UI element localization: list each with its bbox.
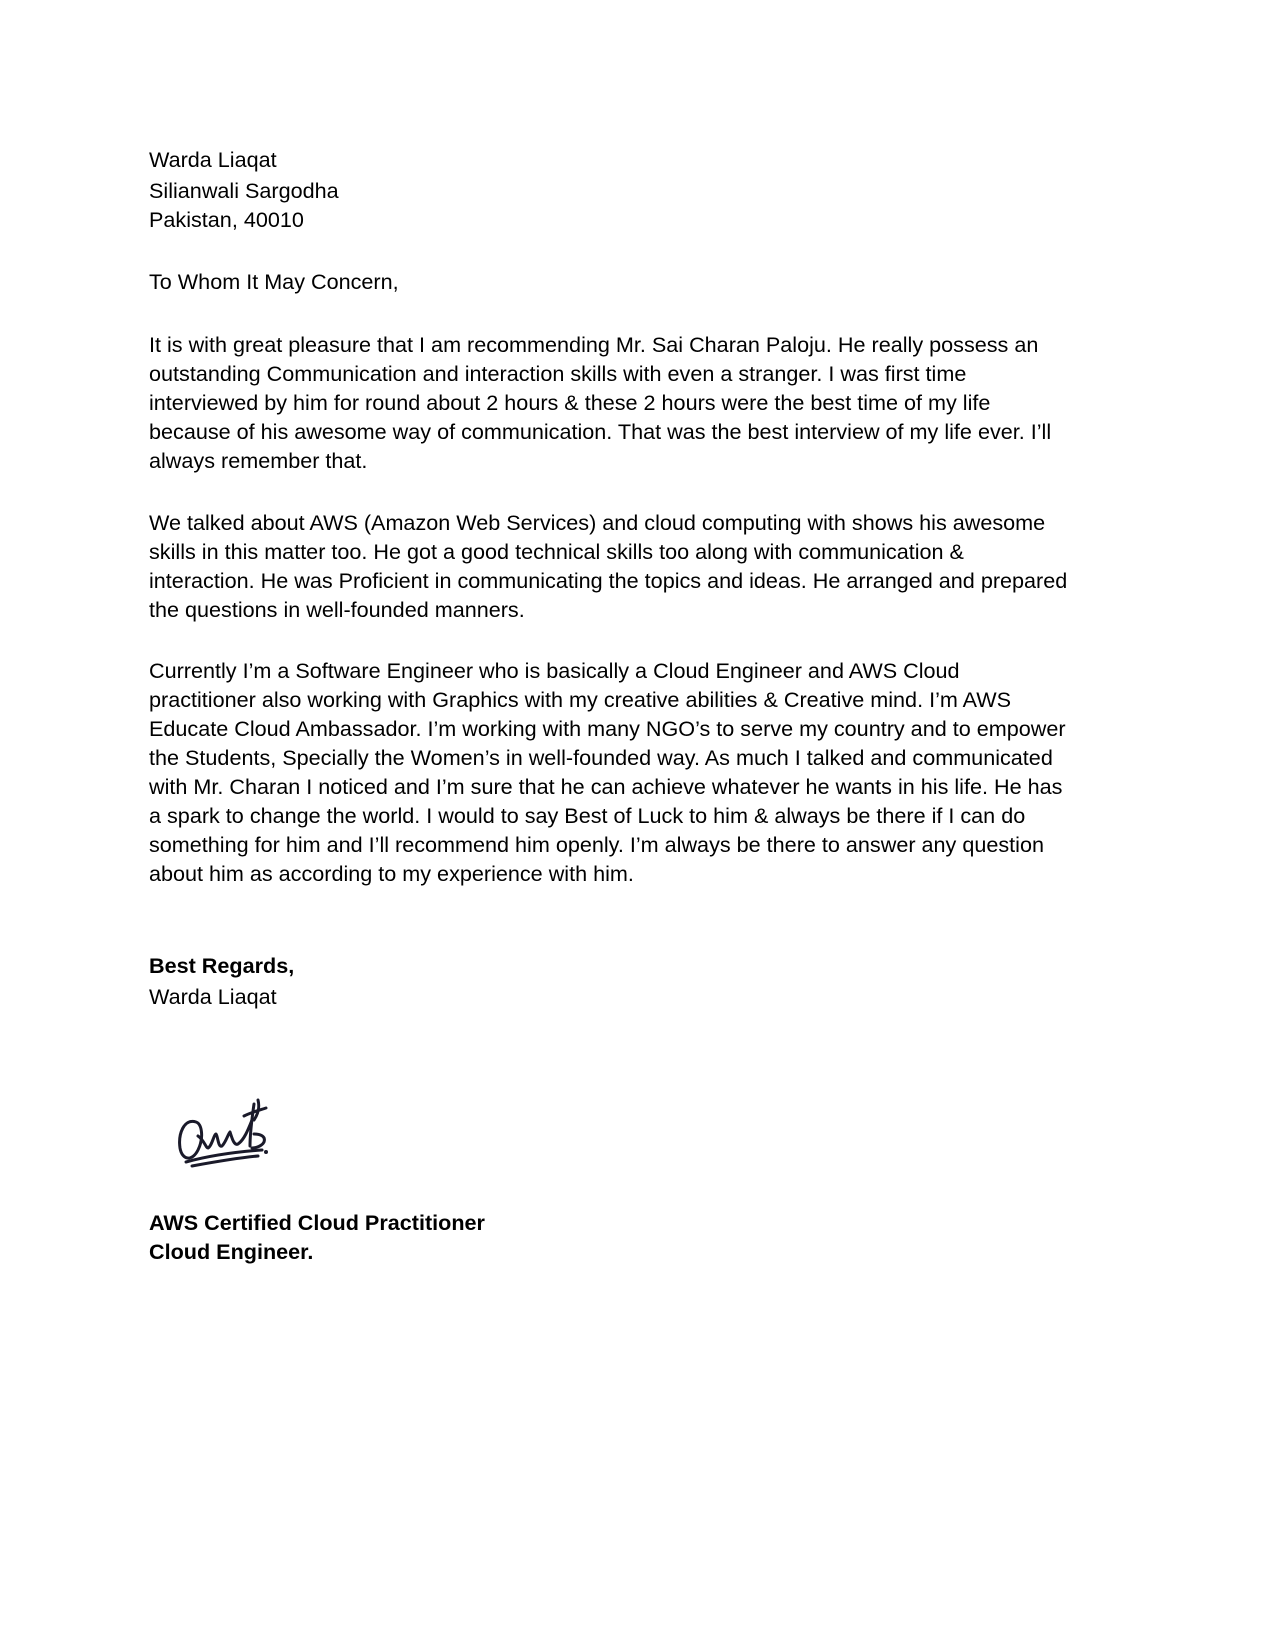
paragraph-3-line: something for him and I’ll recommend him openly. I’m always be there to answer any question	[149, 832, 1044, 857]
paragraph-3-line: the Students, Specially the Women’s in well-founded way. As much I talked and communicated	[149, 745, 1053, 770]
signature-dot	[264, 1150, 268, 1154]
paragraph-2-line: skills in this matter too. He got a good technical skills too along with communication &	[149, 539, 964, 564]
title-certification: AWS Certified Cloud Practitioner	[149, 1210, 485, 1235]
paragraph-1-line: interviewed by him for round about 2 hours & these 2 hours were the best time of my life	[149, 390, 991, 415]
sender-address-line2: Pakistan, 40010	[149, 207, 304, 232]
paragraph-3-line: about him as according to my experience with him.	[149, 861, 634, 886]
paragraph-1-line: always remember that.	[149, 448, 368, 473]
paragraph-3-line: Currently I’m a Software Engineer who is basically a Cloud Engineer and AWS Cloud	[149, 658, 960, 683]
signature-stroke	[250, 1104, 254, 1146]
paragraph-3-line: with Mr. Charan I noticed and I’m sure that he can achieve whatever he wants in his life. He has	[149, 774, 1063, 799]
sender-name: Warda Liaqat	[149, 147, 277, 172]
closing-regards: Best Regards,	[149, 953, 295, 978]
paragraph-3-line: practitioner also working with Graphics with my creative abilities & Creative mind. I’m AWS	[149, 687, 1012, 712]
paragraph-1-line: It is with great pleasure that I am recommending Mr. Sai Charan Paloju. He really possess an	[149, 332, 1039, 357]
sender-address-line1: Silianwali Sargodha	[149, 178, 339, 203]
paragraph-3-line: Educate Cloud Ambassador. I’m working with many NGO’s to serve my country and to empower	[149, 716, 1066, 741]
title-role: Cloud Engineer.	[149, 1239, 314, 1264]
signature-stroke	[180, 1121, 202, 1158]
paragraph-2-line: We talked about AWS (Amazon Web Services) and cloud computing with shows his awesome	[149, 510, 1046, 535]
signature-stroke	[252, 1134, 264, 1148]
handwritten-signature	[174, 1090, 284, 1170]
closing-name: Warda Liaqat	[149, 984, 277, 1009]
paragraph-1-line: because of his awesome way of communication. That was the best interview of my life ever. I’ll	[149, 419, 1052, 444]
signature-stroke	[198, 1120, 252, 1148]
salutation: To Whom It May Concern,	[149, 269, 399, 294]
signature-stroke	[244, 1108, 266, 1116]
paragraph-2-line: interaction. He was Proficient in communicating the topics and ideas. He arranged and prepared	[149, 568, 1068, 593]
paragraph-2-line: the questions in well-founded manners.	[149, 597, 525, 622]
paragraph-3-line: a spark to change the world. I would to say Best of Luck to him & always be there if I can do	[149, 803, 1026, 828]
paragraph-1-line: outstanding Communication and interaction skills with even a stranger. I was first time	[149, 361, 967, 386]
